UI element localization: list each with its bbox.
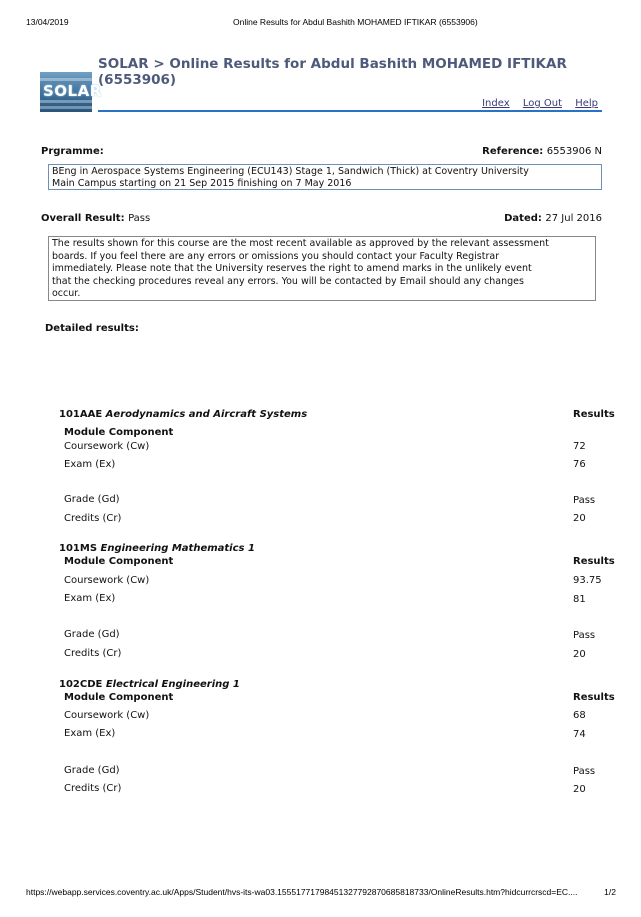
component-value: 68 [573,710,586,721]
detailed-results-label: Detailed results: [45,323,139,334]
page-title [98,56,568,88]
overall-result-value: Pass [128,213,151,224]
component-value: Pass [573,630,596,641]
notice-line: that the checking procedures reveal any errors. You will be contacted by Email should any changes [52,275,524,287]
component-label: Grade (Gd) [64,494,120,505]
module-name: Electrical Engineering 1 [105,679,240,690]
index-link[interactable]: Index [482,98,510,109]
component-value: 20 [573,784,586,795]
notice-line: immediately. Please note that the University reserves the right to amend marks in the unlikely event [52,263,532,274]
print-header [26,17,615,29]
module-component-header: Module Component [64,427,174,438]
page-title-line2: (6553906) [98,72,177,88]
reference-label: Reference: [482,146,544,157]
dated-label: Dated: [504,213,542,224]
module-title [59,679,240,690]
module-component-header: Module Component [64,556,174,567]
header-divider [98,110,602,112]
module-title [59,543,255,554]
notice-line: The results shown for this course are the most recent available as approved by the relevant assessment [52,238,549,249]
module-code: 102CDE [59,679,103,690]
component-value: 76 [573,459,586,470]
component-value: 20 [573,513,586,524]
dated-value: 27 Jul 2016 [545,213,602,224]
component-value: 93.75 [573,575,602,586]
dated [504,213,602,224]
component-value: Pass [573,495,596,506]
programme-line1: BEng in Aerospace Systems Engineering (ECU143) Stage 1, Sandwich (Thick) at Coventry University [52,166,529,177]
notice-box [48,236,596,301]
results-header: Results [573,556,615,567]
component-label: Credits (Cr) [64,513,122,524]
component-label: Credits (Cr) [64,648,122,659]
component-label: Coursework (Cw) [64,441,150,452]
module-name: Engineering Mathematics 1 [100,543,255,554]
print-title: Online Results for Abdul Bashith MOHAMED IFTIKAR (6553906) [233,17,478,27]
component-value: 20 [573,649,586,660]
component-value: 72 [573,441,586,452]
module-name: Aerodynamics and Aircraft Systems [105,409,308,420]
reference-value: 6553906 N [546,146,602,157]
print-url: https://webapp.services.coventry.ac.uk/Apps/Student/hvs-its-wa03.15551771798451327792870685818733/OnlineResults.htm?hidcurrcrscd=EC.... [26,887,578,897]
programme-box [48,164,602,190]
print-date: 13/04/2019 [26,17,69,27]
component-label: Coursework (Cw) [64,710,150,721]
overall-result [41,213,150,224]
notice-line: occur. [52,288,81,299]
overall-result-label: Overall Result: [41,213,125,224]
solar-logo [40,72,102,112]
module-code: 101AAE [59,409,103,420]
logo-text: SOLAR [43,82,102,100]
print-page-number: 1/2 [604,887,616,897]
top-nav [472,98,598,109]
page-title-line1: SOLAR > Online Results for Abdul Bashith MOHAMED IFTIKAR [98,56,567,72]
component-label: Grade (Gd) [64,629,120,640]
module-component-header: Module Component [64,692,174,703]
results-header: Results [573,692,615,703]
help-link[interactable]: Help [575,98,598,109]
component-value: Pass [573,766,596,777]
component-label: Grade (Gd) [64,765,120,776]
reference [482,146,602,157]
programme-line2: Main Campus starting on 21 Sep 2015 finishing on 7 May 2016 [52,178,352,189]
component-label: Credits (Cr) [64,783,122,794]
programme-label: Prgramme: [41,146,104,157]
component-label: Exam (Ex) [64,728,116,739]
results-header: Results [573,409,615,420]
component-value: 81 [573,594,586,605]
logout-link[interactable]: Log Out [522,98,562,109]
component-label: Coursework (Cw) [64,575,150,586]
module-title [59,409,307,420]
component-label: Exam (Ex) [64,593,116,604]
module-code: 101MS [59,543,98,554]
notice-line: boards. If you feel there are any errors or omissions you should contact your Faculty Registrar [52,250,500,262]
component-value: 74 [573,729,586,740]
component-label: Exam (Ex) [64,459,116,470]
